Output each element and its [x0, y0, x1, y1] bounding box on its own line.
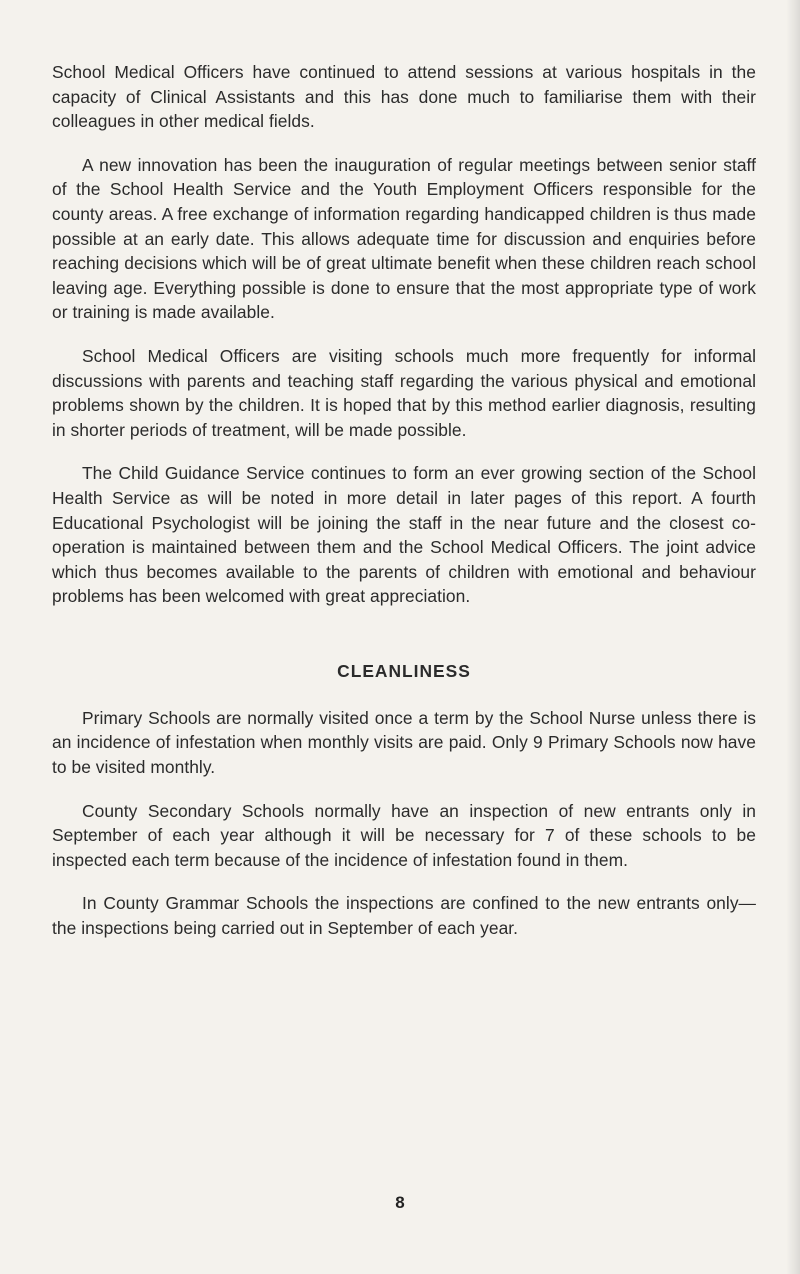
paragraph-grammar-schools: In County Grammar Schools the inspections are confined to the new entrants only—the inspections being carried out in September of each year. [52, 893, 756, 939]
paragraph-clinical-assistants: School Medical Officers have continued to attend sessions at various hospitals in the capacity of Clinical Assistants and this has done much to familiarise them with their colleagues in other medical fields. [52, 62, 756, 132]
section-heading-cleanliness: CLEANLINESS [337, 660, 471, 681]
paragraph-youth-employment: A new innovation has been the inauguration of regular meetings between senior staff of the School Health Service and the Youth Employment Officers responsible for the county areas. A free exchange of information regarding handicapped children is thus made possible at an early date. This allows adequate time for discussion and enquiries before reaching decisions which will be of great ultimate benefit when these children reach school leaving age. Everything possible is done to ensure that the most appropriate type of work or training is made available. [52, 154, 756, 323]
paragraph-primary-schools: Primary Schools are normally visited once a term by the School Nurse unless there is an incidence of infestation when monthly visits are paid. Only 9 Primary Schools now have to be visited monthly. [52, 707, 756, 778]
paragraph-secondary-schools: County Secondary Schools normally have an inspection of new entrants only in September of each year although it will be necessary for 7 of these schools to be inspected each term because of the incidence of infestation found in them. [52, 800, 756, 870]
page-number: 8 [395, 1193, 405, 1212]
page-body [52, 60, 756, 960]
paragraph-child-guidance: The Child Guidance Service continues to form an ever growing section of the School Health Service as will be noted in more detail in later pages of this report. A fourth Educational Psychologist will be joining the staff in the near future and the closest co-operation is maintained between them and the School Medical Officers. The joint advice which thus becomes available to the parents of children with emotional and behaviour problems has been welcomed with great appreciation. [52, 463, 756, 607]
paragraph-school-visits: School Medical Officers are visiting schools much more frequently for informal discussions with parents and teaching staff regarding the various physical and emotional problems shown by the children. It is hoped that by this method earlier diagnosis, resulting in shorter periods of treatment, will be made possible. [52, 345, 756, 440]
page-edge-shadow [786, 0, 800, 1274]
